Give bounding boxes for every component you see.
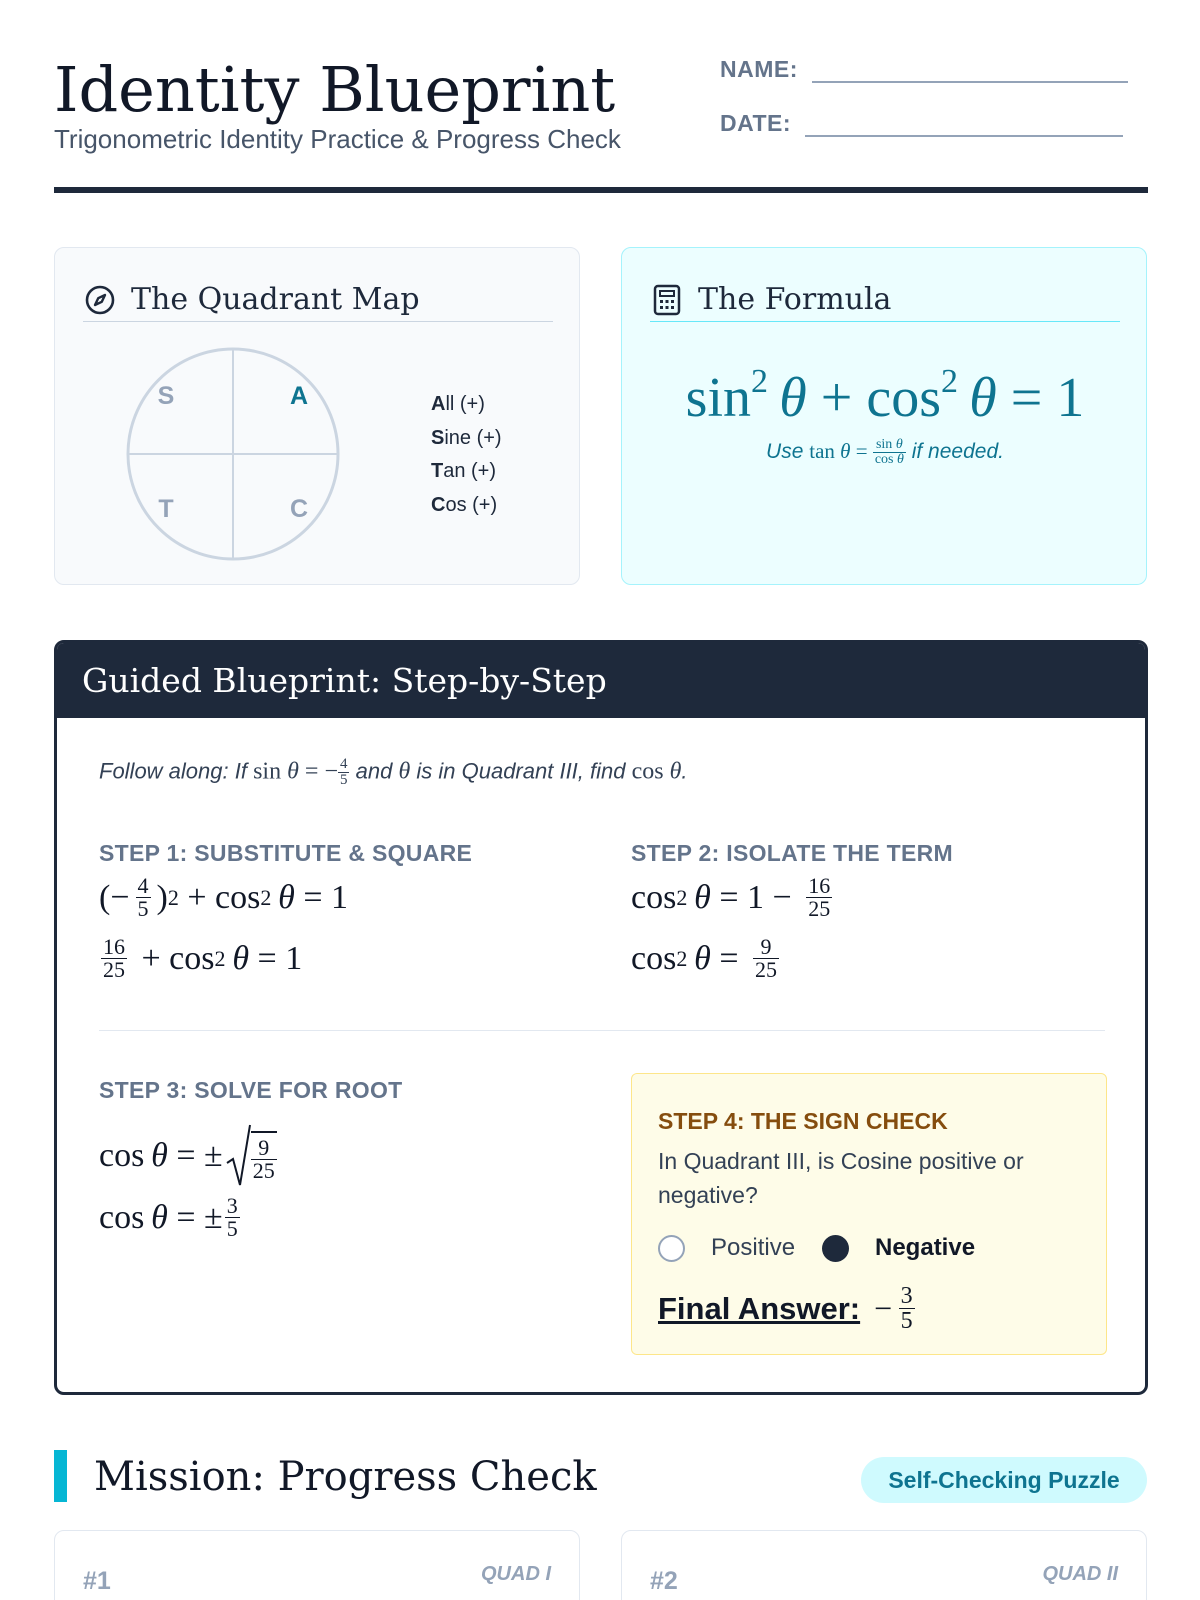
date-field[interactable] (805, 117, 1123, 137)
date-label: DATE: (720, 110, 792, 136)
step-2-equation-2: cos 2 θ = $\frac{9}{25}$ (631, 934, 778, 982)
problem-card-2 (621, 1530, 1147, 1600)
formula-card-title: The Formula (698, 282, 892, 317)
quadrant-map-card (54, 247, 580, 585)
calculator-icon (650, 283, 684, 317)
quadrant-card-header (83, 278, 553, 322)
positive-option[interactable] (658, 1234, 795, 1262)
final-answer-value: − $\frac{3}{5}$ (866, 1283, 913, 1334)
negative-option-label: Negative (875, 1234, 976, 1261)
steps-divider (99, 1030, 1105, 1031)
step-2-label: STEP 2: ISOLATE THE TERM (631, 840, 953, 866)
guided-section-title: Guided Blueprint: Step-by-Step (57, 643, 1145, 718)
hint-prefix: Use (766, 440, 804, 464)
problem-number: #1 (83, 1567, 111, 1595)
final-answer (658, 1284, 915, 1333)
name-field[interactable] (812, 63, 1128, 83)
hint-suffix: if needed. (911, 440, 1004, 464)
guided-blueprint-section (54, 640, 1148, 1395)
legend-item-tan: Tan (+) (431, 460, 497, 482)
sign-check-box (631, 1073, 1107, 1355)
worksheet-header (54, 50, 1146, 196)
header-divider (54, 187, 1148, 193)
step-4-label: STEP 4: THE SIGN CHECK (658, 1108, 948, 1134)
step-3-equation-2: cos θ = ± $\frac{3}{5}$ (99, 1193, 238, 1241)
problem-quadrant: QUAD I (481, 1563, 551, 1585)
pythagorean-identity: $\sin^2 \theta + \cos^2 \theta = 1$ (685, 363, 1085, 429)
guided-problem-statement: Follow along: If sin θ = − $\frac{4}{5}$ and θ is in Quadrant III, find cos θ. (99, 756, 688, 788)
sign-check-question: In Quadrant III, is Cosine positive or negative? (658, 1148, 1024, 1208)
step-3-equation-1: cos θ = ± $\frac{9}{25}$ (99, 1123, 283, 1189)
mission-accent-bar (54, 1450, 67, 1502)
step-1-label: STEP 1: SUBSTITUTE & SQUARE (99, 840, 473, 866)
positive-option-label: Positive (711, 1234, 796, 1261)
quadrant-card-title: The Quadrant Map (131, 282, 420, 317)
final-answer-label: Final Answer: (658, 1290, 861, 1326)
legend-item-sine: Sine (+) (431, 426, 502, 449)
problem-card-1 (54, 1530, 580, 1600)
compass-icon (83, 283, 117, 317)
quadrant-4-letter: C (289, 495, 309, 523)
self-checking-badge: Self-Checking Puzzle (861, 1457, 1147, 1503)
tan-hint: Use tan θ = $\frac{\text{sin θ}}{\text{cos θ}}$ if needed. (766, 437, 1004, 467)
positive-radio[interactable] (658, 1235, 685, 1262)
step-2-equation-1: cos 2 θ = 1 − $\frac{16}{25}$ (631, 873, 831, 921)
date-field-row (720, 110, 1123, 137)
quadrant-diagram (123, 344, 343, 564)
formula-card-header (650, 278, 1120, 322)
mission-title: Mission: Progress Check (94, 1454, 597, 1500)
step-3-label: STEP 3: SOLVE FOR ROOT (99, 1077, 403, 1103)
quadrant-3-letter: T (158, 495, 174, 523)
legend-item-all: All (+) (431, 393, 485, 415)
negative-option[interactable] (822, 1234, 975, 1262)
negative-radio[interactable] (822, 1235, 849, 1262)
radical-sign (225, 1123, 251, 1189)
quadrant-2-letter: S (157, 382, 175, 410)
name-label: NAME: (720, 56, 798, 82)
page-subtitle: Trigonometric Identity Practice & Progress Check (54, 124, 621, 154)
step-1-equation-1: (− $\frac{4}{5}$ ) 2 + cos 2 θ = 1 (99, 873, 349, 921)
quadrant-1-letter: A (289, 382, 309, 410)
problem-quadrant: QUAD II (1042, 1563, 1118, 1585)
quadrant-legend (431, 388, 502, 522)
page-title: Identity Blueprint (54, 53, 616, 126)
name-field-row (720, 56, 1128, 83)
step-1-equation-2: $\frac{16}{25}$ + cos 2 θ = 1 (103, 934, 303, 982)
legend-item-cos: Cos (+) (431, 493, 498, 516)
formula-card (621, 247, 1147, 585)
problem-number: #2 (650, 1567, 678, 1595)
